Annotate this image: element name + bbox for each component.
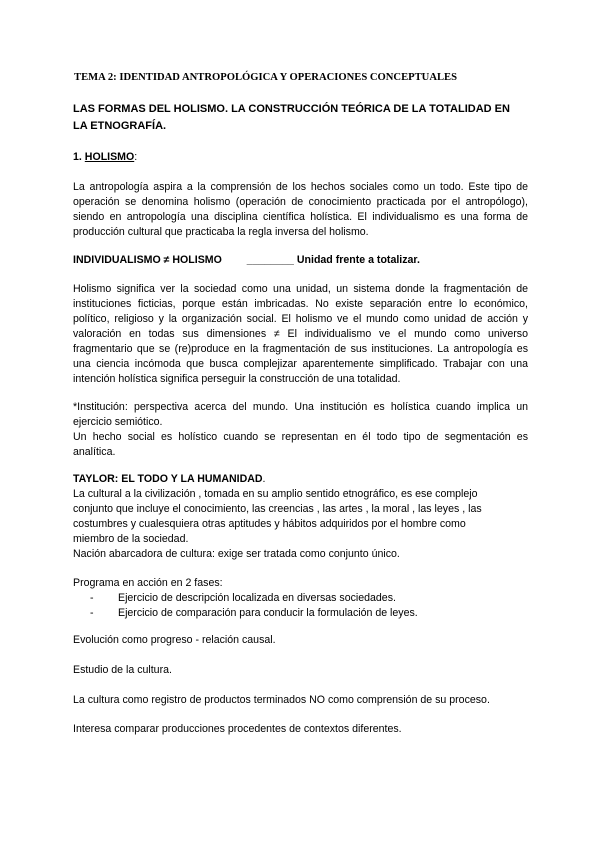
interesa-line: Interesa comparar producciones procedentes de contextos diferentes. (73, 723, 402, 735)
holismo-paragraph: Holismo significa ver la sociedad como una unidad, un sistema donde la fragmentación de instituciones ficticias, porque están imbricadas. No existe separación entre lo económico, político, religioso y la organización social. El holismo ve el mundo como unidad de acción y valoración en todas sus dimensiones ≠ El individualismo ve el mundo como universo fragmentario que se (re)produce en la fragmentación de sus instituciones. La antropología es una ciencia incómoda que busca complejizar aparentemente simplificado. Trabajar con una intención holística significa perseguir la construcción de una totalidad. (73, 283, 528, 385)
estudio-line: Estudio de la cultura. (73, 664, 172, 676)
taylor-line: costumbres y cualesquiera otras aptitudes y hábitos adquiridos por el hombre como (73, 518, 466, 530)
tema-title: TEMA 2: IDENTIDAD ANTROPOLÓGICA Y OPERACIONES CONCEPTUALES (74, 72, 457, 83)
programa-list (90, 591, 520, 621)
taylor-line: conjunto que incluye el conocimiento, las creencias , las artes , la moral , las leyes , las (73, 503, 482, 515)
hecho-social-paragraph: Un hecho social es holístico cuando se representan en él todo tipo de segmentación es analítica. (73, 431, 528, 458)
list-item (90, 606, 520, 621)
contrast-left: INDIVIDUALISMO ≠ HOLISMO (73, 254, 222, 266)
taylor-heading-text: TAYLOR: EL TODO Y LA HUMANIDAD (73, 473, 263, 485)
registro-line: La cultura como registro de productos terminados NO como comprensión de su proceso. (73, 694, 490, 706)
intro-paragraph: La antropología aspira a la comprensión de los hechos sociales como un todo. Este tipo de operación se denomina holismo (operación de conocimiento practicada por el antropólogo), siendo en antropología una disciplina científica holística. El individualismo es una forma de producción cultural que practicaba la regla inversa del holismo. (73, 181, 528, 238)
section-title-line-1: LAS FORMAS DEL HOLISMO. LA CONSTRUCCIÓN TEÓRICA DE LA TOTALIDAD EN (73, 103, 510, 115)
list-item-text: Ejercicio de comparación para conducir la formulación de leyes. (118, 607, 418, 619)
bullet-dash: - (90, 607, 94, 619)
section-title-line-2: LA ETNOGRAFÍA. (73, 120, 167, 132)
contrast-line (73, 253, 528, 268)
taylor-period: . (262, 473, 266, 485)
holismo-colon: : (134, 151, 138, 163)
taylor-line: Nación abarcadora de cultura: exige ser tratada como conjunto único. (73, 548, 400, 560)
list-item (90, 591, 520, 606)
holismo-heading-text: HOLISMO (84, 151, 135, 163)
section-title (73, 101, 528, 135)
programa-intro: Programa en acción en 2 fases: (73, 577, 223, 589)
taylor-paragraph (73, 487, 528, 562)
taylor-line: La cultural a la civilización , tomada en su amplio sentido etnográfico, es ese complejo (73, 488, 478, 500)
evolucion-line: Evolución como progreso - relación causal. (73, 634, 276, 646)
taylor-line: miembro de la sociedad. (73, 533, 189, 545)
holismo-heading (73, 150, 528, 165)
contrast-right: ________ Unidad frente a totalizar. (246, 254, 420, 266)
bullet-dash: - (90, 592, 94, 604)
taylor-heading (73, 472, 528, 487)
list-item-text: Ejercicio de descripción localizada en diversas sociedades. (118, 592, 396, 604)
holismo-number: 1. (73, 151, 82, 163)
institucion-paragraph: *Institución: perspectiva acerca del mundo. Una institución es holística cuando implica un ejercicio semiótico. (73, 401, 528, 428)
